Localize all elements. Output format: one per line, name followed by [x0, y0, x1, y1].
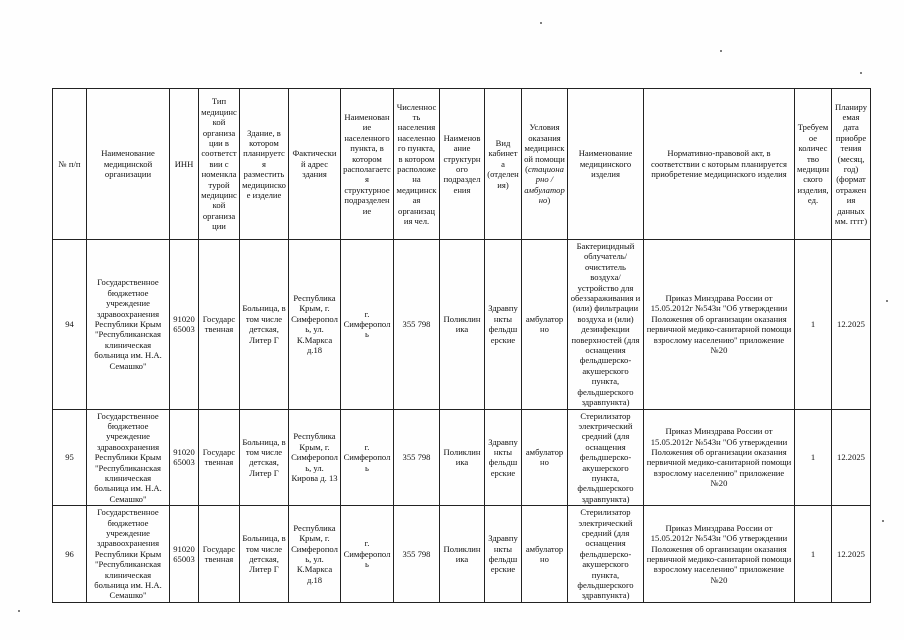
- cell-room-type: Здравпункты фельдшерские: [485, 409, 522, 506]
- table-row: [53, 409, 871, 506]
- cell-org-type: Государственная: [199, 409, 240, 506]
- cell-conditions: амбулаторно: [522, 506, 568, 603]
- header-conditions-suffix: ): [547, 195, 551, 206]
- cell-legal-act: Приказ Минздрава России от 15.05.2012г №543н "Об утверждении Положения об организации оказания первичной медико-санитарной помощи взрослому населению" приложение №20: [644, 506, 795, 603]
- cell-unit: Поликлиника: [440, 506, 485, 603]
- header-population: Численность населения населенного пункта, в котором расположена медицинская организация чел.: [394, 89, 440, 240]
- cell-building: Больница, в том числе детская, Литер Г: [240, 409, 289, 506]
- cell-planned-date: 12.2025: [832, 506, 871, 603]
- cell-inn: 9102065003: [170, 240, 199, 410]
- cell-quantity: 1: [795, 506, 832, 603]
- cell-room-type: Здравпункты фельдшерские: [485, 240, 522, 410]
- scan-speck: [882, 520, 884, 522]
- header-room-type: Вид кабинета (отделения): [485, 89, 522, 240]
- cell-legal-act: Приказ Минздрава России от 15.05.2012г №543н "Об утверждении Положения об организации оказания первичной медико-санитарной помощи взрослому населению" приложение №20: [644, 409, 795, 506]
- header-inn: ИНН: [170, 89, 199, 240]
- cell-address: Республика Крым, г. Симферополь, ул. Кирова д. 13: [289, 409, 341, 506]
- header-conditions-italic: стационарно / амбулаторно: [524, 164, 565, 206]
- header-device-name: Наименование медицинского изделия: [568, 89, 644, 240]
- cell-settlement: г. Симферополь: [341, 240, 394, 410]
- cell-device-name: Стерилизатор электрический средний (для оснащения фельдшерско-акушерского пункта, фельдшерского здравпункта): [568, 506, 644, 603]
- table-header-row: [53, 89, 871, 240]
- scan-speck: [720, 50, 722, 52]
- header-settlement: Наименование населенного пункта, в котором располагается структурное подразделение: [341, 89, 394, 240]
- header-unit: Наименование структурного подразделения: [440, 89, 485, 240]
- cell-address: Республика Крым, г. Симферополь, ул. К.Маркса д.18: [289, 506, 341, 603]
- cell-org-name: Государственное бюджетное учреждение здравоохранения Республики Крым "Республиканская клиническая больница им. Н.А. Семашко": [87, 409, 170, 506]
- header-building: Здание, в котором планируется разместить медицинское изделие: [240, 89, 289, 240]
- cell-building: Больница, в том числе детская, Литер Г: [240, 240, 289, 410]
- cell-unit: Поликлиника: [440, 409, 485, 506]
- cell-quantity: 1: [795, 409, 832, 506]
- cell-device-name: Бактерицидный облучатель/очиститель воздуха/устройство для обеззараживания и (или) фильтрации воздуха и (или) дезинфекции поверхностей (для оснащения фельдшерско-акушерского пункта, фельдшерского здравпункта): [568, 240, 644, 410]
- scan-speck: [18, 610, 20, 612]
- equipment-table: [52, 88, 871, 603]
- cell-org-name: Государственное бюджетное учреждение здравоохранения Республики Крым "Республиканская клиническая больница им. Н.А. Семашко": [87, 506, 170, 603]
- cell-legal-act: Приказ Минздрава России от 15.05.2012г №543н "Об утверждении Положения об организации оказания первичной медико-санитарной помощи взрослому населению" приложение №20: [644, 240, 795, 410]
- cell-inn: 9102065003: [170, 506, 199, 603]
- cell-population: 355 798: [394, 409, 440, 506]
- cell-settlement: г. Симферополь: [341, 409, 394, 506]
- header-conditions: [522, 89, 568, 240]
- table-row: [53, 240, 871, 410]
- cell-org-name: Государственное бюджетное учреждение здравоохранения Республики Крым "Республиканская клиническая больница им. Н.А. Семашко": [87, 240, 170, 410]
- cell-planned-date: 12.2025: [832, 409, 871, 506]
- header-planned-date: Планируемая дата приобретения (месяц, год) (формат отражения данных мм. гггг): [832, 89, 871, 240]
- cell-population: 355 798: [394, 240, 440, 410]
- header-quantity: Требуемое количество медицинского изделия, ед.: [795, 89, 832, 240]
- cell-address: Республика Крым, г. Симферополь, ул. К.Маркса д.18: [289, 240, 341, 410]
- cell-settlement: г. Симферополь: [341, 506, 394, 603]
- header-legal-act: Нормативно-правовой акт, в соответствии с которым планируется приобретение медицинского изделия: [644, 89, 795, 240]
- scan-speck: [540, 22, 542, 24]
- cell-inn: 9102065003: [170, 409, 199, 506]
- header-org-type: Тип медицинской организации в соответствии с номенклатурой медицинской организации: [199, 89, 240, 240]
- cell-unit: Поликлиника: [440, 240, 485, 410]
- header-num: № п/п: [53, 89, 87, 240]
- table-row: [53, 506, 871, 603]
- cell-building: Больница, в том числе детская, Литер Г: [240, 506, 289, 603]
- cell-quantity: 1: [795, 240, 832, 410]
- cell-conditions: амбулаторно: [522, 240, 568, 410]
- header-org-name: Наименование медицинской организации: [87, 89, 170, 240]
- cell-org-type: Государственная: [199, 240, 240, 410]
- scan-speck: [886, 300, 888, 302]
- cell-org-type: Государственная: [199, 506, 240, 603]
- header-address: Фактический адрес здания: [289, 89, 341, 240]
- cell-num: 95: [53, 409, 87, 506]
- cell-num: 96: [53, 506, 87, 603]
- cell-population: 355 798: [394, 506, 440, 603]
- cell-device-name: Стерилизатор электрический средний (для оснащения фельдшерско-акушерского пункта, фельдшерского здравпункта): [568, 409, 644, 506]
- cell-num: 94: [53, 240, 87, 410]
- scan-speck: [860, 72, 862, 74]
- cell-planned-date: 12.2025: [832, 240, 871, 410]
- cell-conditions: амбулаторно: [522, 409, 568, 506]
- header-conditions-prefix: Условия оказания медицинской помощи (: [524, 122, 565, 174]
- cell-room-type: Здравпункты фельдшерские: [485, 506, 522, 603]
